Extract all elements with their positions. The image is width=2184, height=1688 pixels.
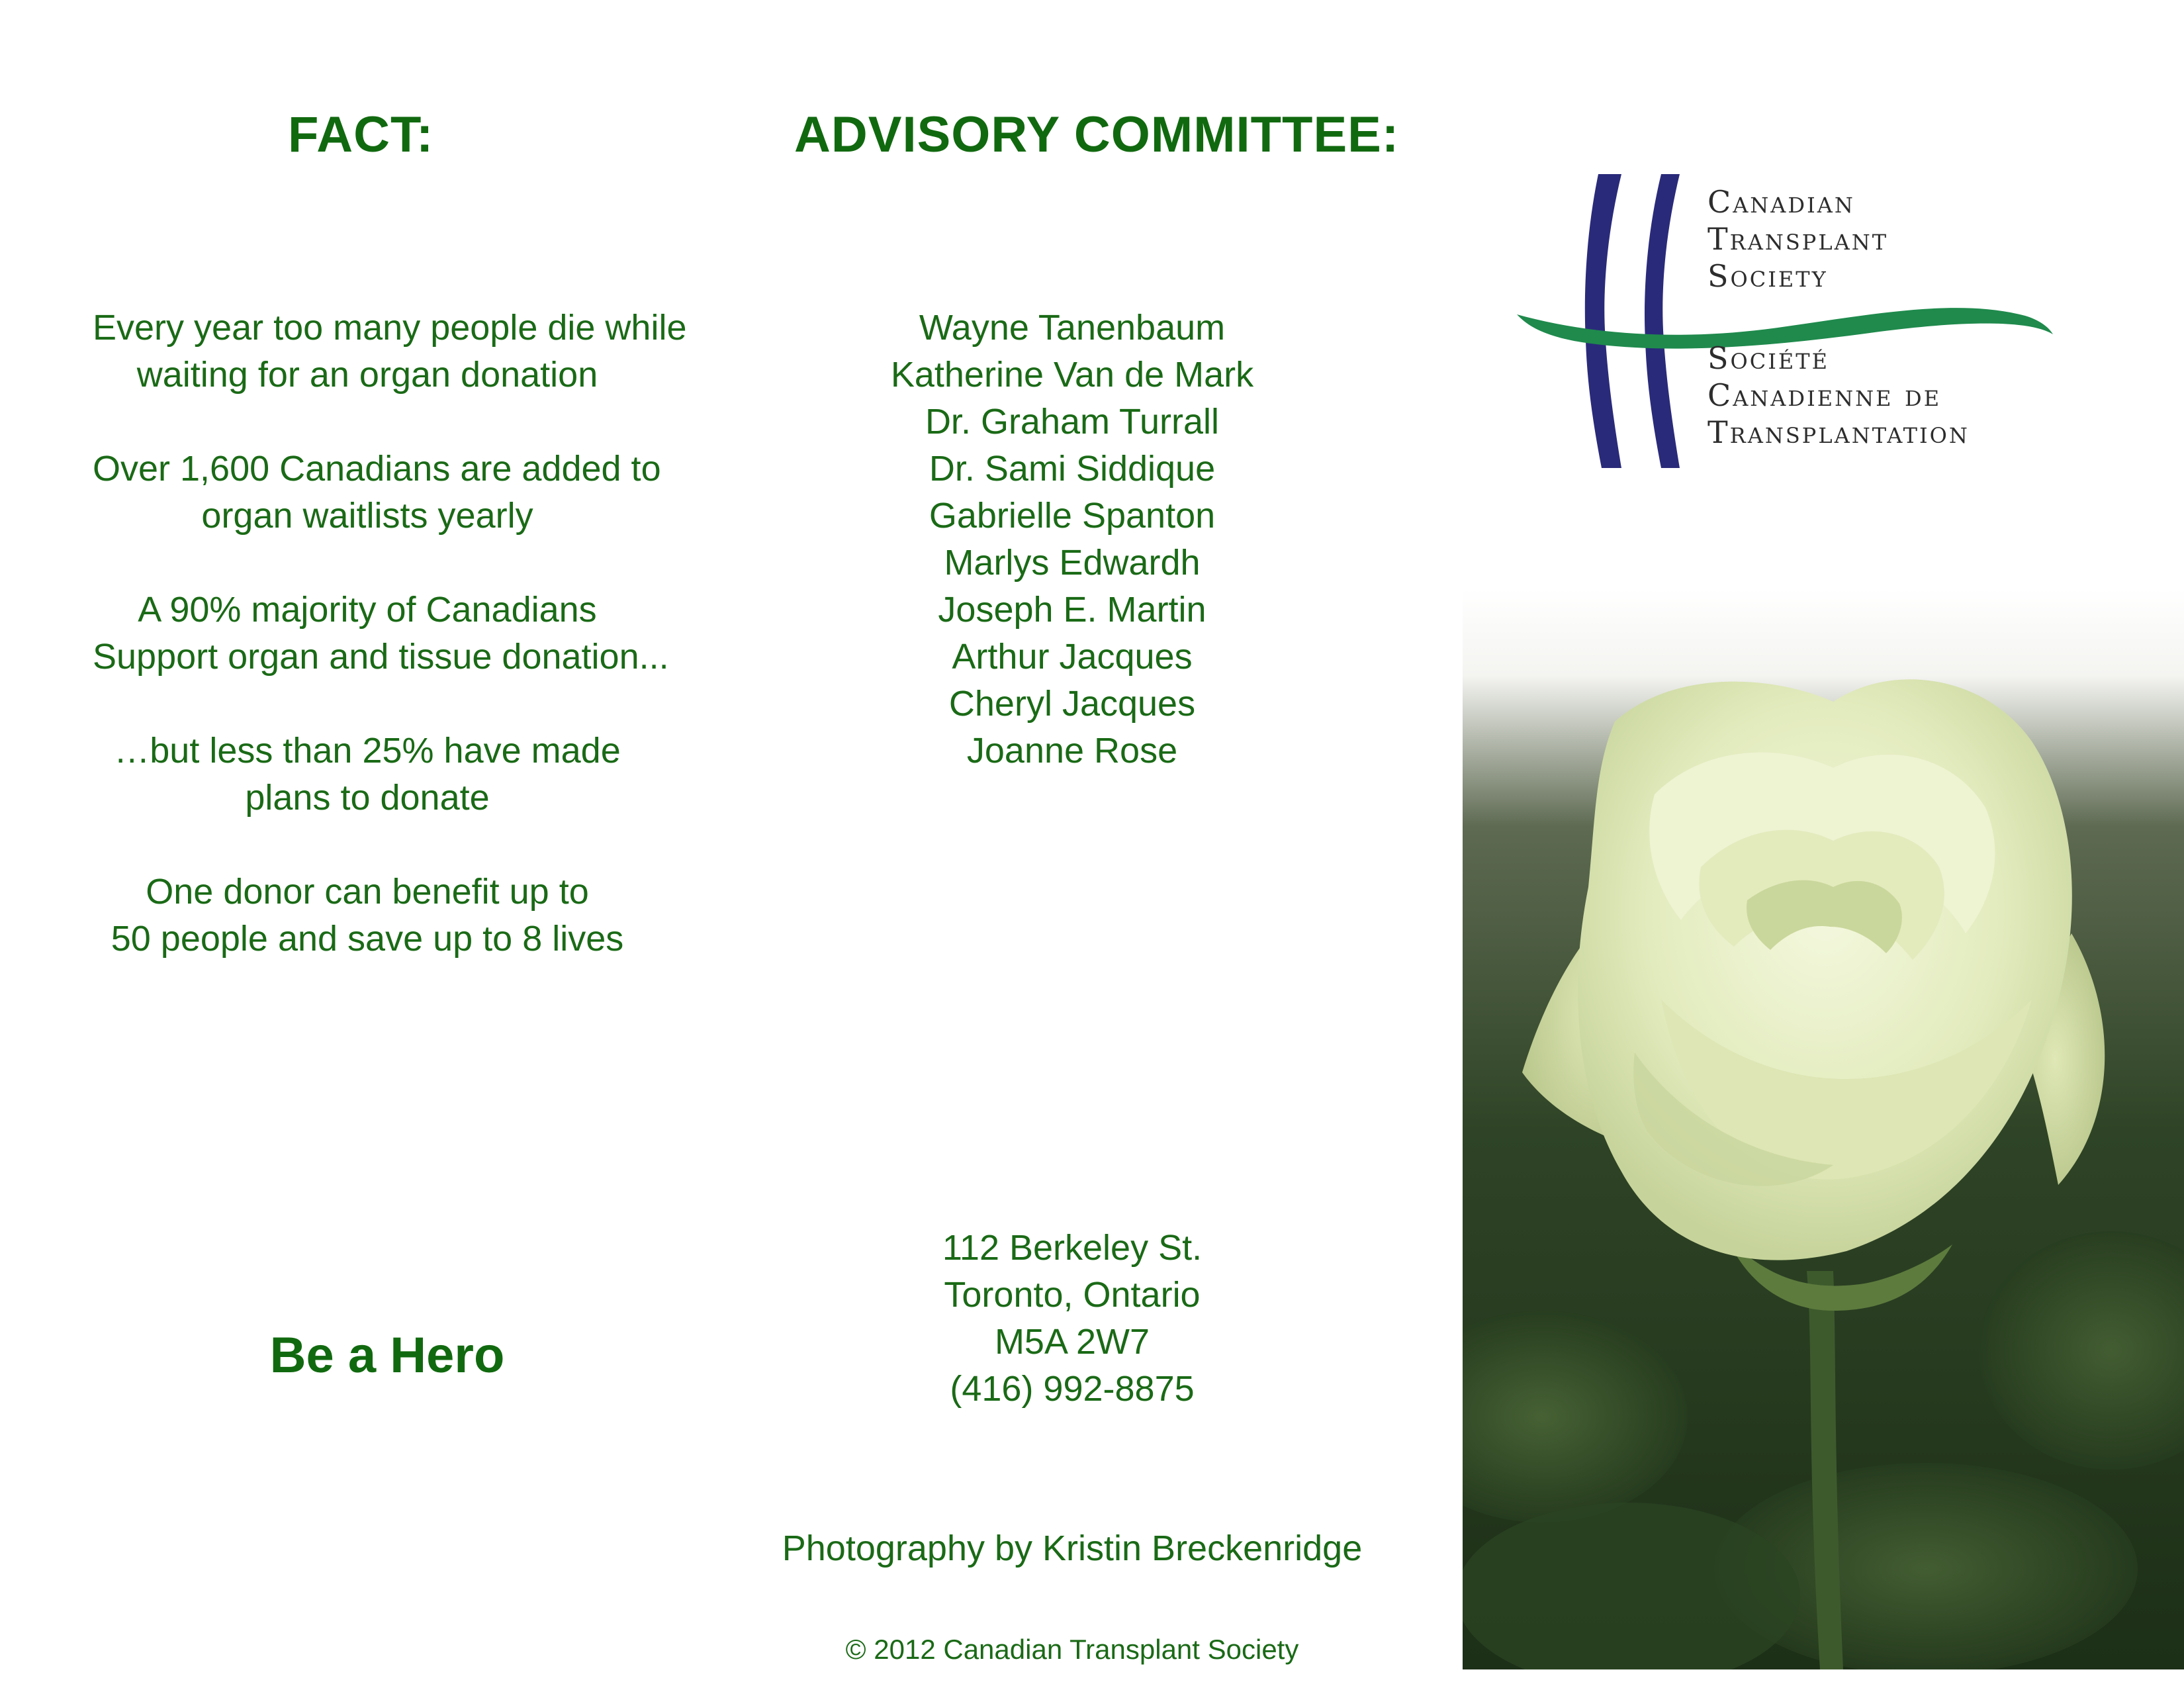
fact-line: organ waitlists yearly <box>201 496 533 536</box>
fact-item <box>93 868 642 962</box>
logo-text-line: Canadienne de <box>1707 377 1942 413</box>
logo-english-name <box>1707 183 1888 295</box>
photo-credit: Photography by Kristin Breckenridge <box>782 1528 1363 1568</box>
committee-member: Gabrielle Spanton <box>929 496 1216 536</box>
fact-line: Every year too many people die while <box>93 308 687 348</box>
fact-line: Over 1,600 Canadians are added to <box>93 449 661 489</box>
cts-logo <box>1509 169 2078 473</box>
logo-text-line: Society <box>1707 258 1828 294</box>
rose-icon <box>1463 589 2184 1669</box>
fact-item <box>93 445 661 539</box>
facts-list <box>93 305 687 1009</box>
committee-member: Cheryl Jacques <box>948 684 1196 724</box>
committee-members-list <box>814 305 1330 774</box>
logo-text-line: Transplantation <box>1707 414 1970 450</box>
committee-member: Marlys Edwardh <box>944 543 1201 583</box>
fact-line: A 90% majority of Canadians <box>138 590 597 630</box>
fact-line: plans to donate <box>245 778 490 818</box>
fact-line: …but less than 25% have made <box>114 731 621 771</box>
committee-member: Dr. Graham Turrall <box>925 402 1220 442</box>
logo-french-name <box>1707 340 1970 451</box>
fact-item <box>93 586 669 680</box>
fact-line: waiting for an organ donation <box>136 355 598 395</box>
fact-item <box>93 727 642 821</box>
logo-text-line: Transplant <box>1707 221 1889 257</box>
white-rose-photo <box>1463 589 2184 1669</box>
copyright-notice: © 2012 Canadian Transplant Society <box>845 1634 1299 1665</box>
fact-line: One donor can benefit up to <box>146 872 589 912</box>
phone-number: (416) 992-8875 <box>950 1369 1195 1409</box>
address-block <box>814 1225 1330 1413</box>
fact-line: Support organ and tissue donation... <box>93 637 669 677</box>
address-line: 112 Berkeley St. <box>942 1228 1203 1268</box>
address-line: Toronto, Ontario <box>944 1275 1201 1315</box>
slogan: Be a Hero <box>269 1327 505 1383</box>
fact-item <box>93 305 687 399</box>
committee-member: Katherine Van de Mark <box>890 355 1254 395</box>
address-line: M5A 2W7 <box>994 1322 1150 1362</box>
logo-text-line: Canadian <box>1707 184 1855 220</box>
committee-member: Joseph E. Martin <box>938 590 1206 630</box>
logo-text-line: Société <box>1707 340 1829 376</box>
fact-line: 50 people and save up to 8 lives <box>111 919 624 959</box>
advisory-committee-heading: ADVISORY COMMITTEE: <box>794 107 1400 163</box>
committee-member: Joanne Rose <box>966 731 1178 771</box>
committee-member: Dr. Sami Siddique <box>929 449 1216 489</box>
fact-heading: FACT: <box>288 107 434 163</box>
committee-member: Arthur Jacques <box>952 637 1193 677</box>
committee-member: Wayne Tanenbaum <box>919 308 1226 348</box>
